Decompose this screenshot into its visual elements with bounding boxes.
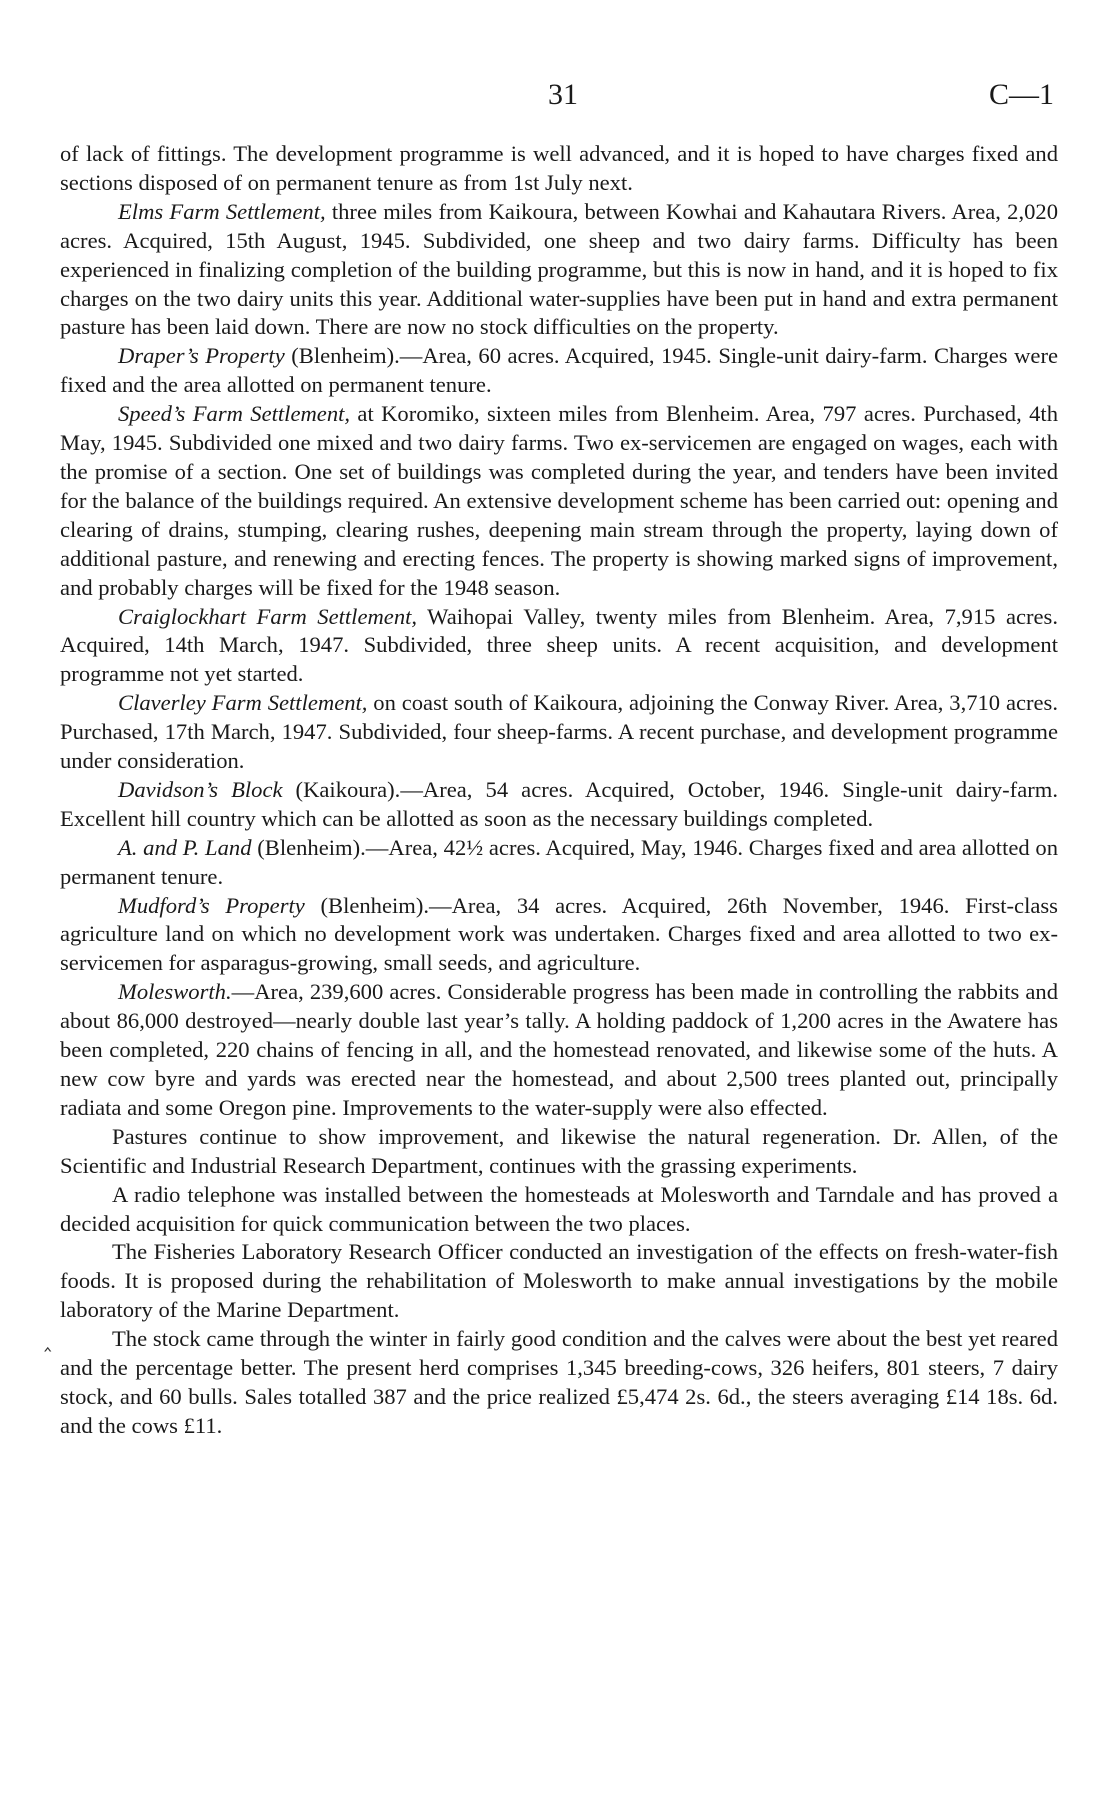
paragraph-molesworth: Molesworth.—Area, 239,600 acres. Considerable progress has been made in controlling the rabbits and about 86,000 destroyed—nearly double last year’s tally. A holding paddock of 1,200 acres in the Awatere has been completed, 220 chains of fencing in all, and the homestead renovated, and likewise some of the huts. A new cow byre and yards was erected near the homestead, and about 2,500 trees planted out, principally radiata and some Oregon pine. Improvements to the water-supply were also effected. bbox=[60, 979, 1058, 1120]
paragraph-lead: Craiglockhart Farm Settlement, bbox=[118, 603, 418, 629]
paragraph-a-and-p-land: A. and P. Land (Blenheim).—Area, 42½ acres. Acquired, May, 1946. Charges fixed and area allotted on permanent tenure. bbox=[60, 834, 1059, 889]
paragraph-mudfords-property: Mudford’s Property (Blenheim).—Area, 34 acres. Acquired, 26th November, 1946. First-class agriculture land on which no development work was undertaken. Charges fixed and area allotted to two ex-servicemen for asparagus-growing, small seeds, and agriculture. bbox=[60, 892, 1058, 976]
paragraph-lead: Molesworth. bbox=[118, 979, 232, 1005]
paragraph-lead: Elms Farm Settlement, bbox=[118, 198, 326, 224]
paragraph-lead: Draper’s Property bbox=[118, 343, 285, 369]
paragraph-craiglockhart: Craiglockhart Farm Settlement, Waihopai Valley, twenty miles from Blenheim. Area, 7,915 acres. Acquired, 14th March, 1947. Subdivided, three sheep units. A recent acquisition, and development programme not yet started. bbox=[60, 603, 1058, 687]
paragraph-pastures: Pastures continue to show improvement, and likewise the natural regeneration. Dr. Allen, of the Scientific and Industrial Research Department, continues with the grassing experiments. bbox=[60, 1123, 1058, 1178]
paragraph-elms-farm: Elms Farm Settlement, three miles from Kaikoura, between Kowhai and Kahautara Rivers. Area, 2,020 acres. Acquired, 15th August, 1945. Subdivided, one sheep and two dairy farms. Difficulty has been experienced in finalizing completion of the building programme, but this is now in hand, and it is hoped to fix charges on the two dairy units this year. Additional water-supplies have been put in hand and extra permanent pasture has been laid down. There are now no stock difficulties on the property. bbox=[60, 198, 1058, 340]
paragraph-lead: Claverley Farm Settlement, bbox=[118, 690, 368, 716]
paragraph-claverley: Claverley Farm Settlement, on coast south of Kaikoura, adjoining the Conway River. Area, 3,710 acres. Purchased, 17th March, 1947. Subdivided, four sheep-farms. A recent purchase, and development programme under consideration. bbox=[60, 690, 1058, 774]
paragraph-radio-telephone: A radio telephone was installed between the homesteads at Molesworth and Tarndale and has proved a decided acquisition for quick communication between the two places. bbox=[60, 1181, 1058, 1236]
paragraph-davidsons-block: Davidson’s Block (Kaikoura).—Area, 54 acres. Acquired, October, 1946. Single-unit dairy-farm. Excellent hill country which can be allotted as soon as the necessary buildings completed. bbox=[60, 776, 1058, 831]
document-body bbox=[60, 140, 1058, 1441]
paragraph-lead: Mudford’s Property bbox=[118, 892, 305, 918]
paragraph-lead: Speed’s Farm Settlement, bbox=[118, 401, 351, 427]
margin-mark: ‸ bbox=[44, 1326, 52, 1351]
paragraph-drapers-property: Draper’s Property (Blenheim).—Area, 60 acres. Acquired, 1945. Single-unit dairy-farm. Charges were fixed and the area allotted on permanent tenure. bbox=[60, 343, 1058, 398]
paragraph-stock: The stock came through the winter in fairly good condition and the calves were about the best yet reared and the percentage better. The present herd comprises 1,345 breeding-cows, 326 heifers, 801 steers, 7 dairy stock, and 60 bulls. Sales totalled 387 and the price realized £5,474 2s. 6d., the steers averaging £14 18s. 6d. and the cows £11. bbox=[60, 1326, 1058, 1438]
paragraph-speeds-farm: Speed’s Farm Settlement, at Koromiko, sixteen miles from Blenheim. Area, 797 acres. Purchased, 4th May, 1945. Subdivided one mixed and two dairy farms. Two ex-servicemen are engaged on wages, each with the promise of a section. One set of buildings was completed during the year, and tenders have been invited for the balance of the buildings required. An extensive development scheme has been carried out: opening and clearing of drains, stumping, clearing rushes, deepening main stream through the property, laying down of additional pasture, and renewing and erecting fences. The property is showing marked signs of improvement, and probably charges will be fixed for the 1948 season. bbox=[60, 401, 1058, 600]
page-number: 31 bbox=[548, 78, 578, 111]
paragraph-lead: A. and P. Land bbox=[118, 834, 252, 860]
paragraph-lead: Davidson’s Block bbox=[118, 776, 283, 802]
paragraph-fisheries: The Fisheries Laboratory Research Officer conducted an investigation of the effects on fresh-water-fish foods. It is proposed during the rehabilitation of Molesworth to make annual investigations by the mobile laboratory of the Marine Department. bbox=[60, 1239, 1058, 1323]
document-reference: C—1 bbox=[988, 78, 1054, 111]
page-header bbox=[0, 78, 1114, 118]
paragraph-intro: of lack of fittings. The development programme is well advanced, and it is hoped to have charges fixed and sections disposed of on permanent tenure as from 1st July next. bbox=[60, 141, 1058, 195]
